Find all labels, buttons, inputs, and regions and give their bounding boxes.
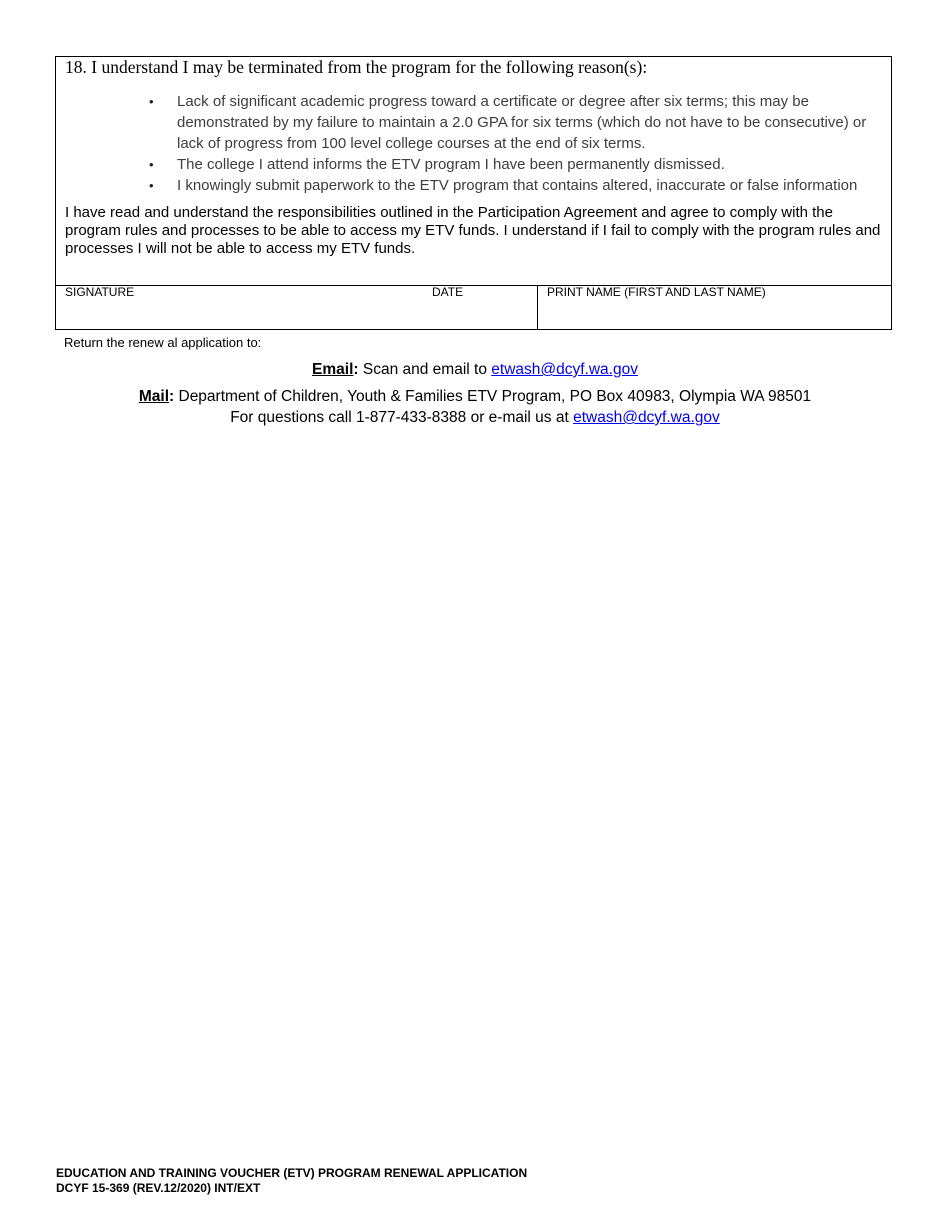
reason-item-false-information bbox=[56, 175, 891, 196]
email-text: Scan and email to bbox=[358, 361, 492, 378]
signature-row bbox=[56, 285, 891, 330]
mail-lead: Mail bbox=[138, 388, 170, 405]
termination-agreement-box bbox=[55, 56, 892, 330]
date-field[interactable] bbox=[432, 286, 532, 330]
email-lead: Email bbox=[312, 361, 354, 378]
print-name-field[interactable] bbox=[537, 286, 891, 330]
bullet-icon: • bbox=[149, 157, 154, 172]
questions-text: For questions call 1-877-433-8388 or e-mail us at bbox=[230, 409, 574, 426]
email-instructions bbox=[0, 360, 950, 380]
date-label: DATE bbox=[432, 285, 464, 299]
questions-contact bbox=[0, 408, 950, 428]
questions-email-link[interactable]: etwash@dcyf.wa.gov bbox=[573, 409, 720, 426]
signature-label: SIGNATURE bbox=[65, 285, 135, 299]
item-18-heading: 18. I understand I may be terminated from the program for the following reason(s): bbox=[65, 57, 648, 77]
return-instructions: Return the renew al application to: bbox=[64, 335, 262, 350]
form-title: EDUCATION AND TRAINING VOUCHER (ETV) PROGRAM RENEWAL APPLICATION bbox=[56, 1166, 528, 1180]
termination-reasons-list bbox=[56, 91, 891, 196]
reason-text: The college I attend informs the ETV program I have been permanently dismissed. bbox=[177, 156, 725, 173]
signature-field[interactable] bbox=[65, 286, 425, 330]
mail-address-text: Department of Children, Youth & Families ETV Program, PO Box 40983, Olympia WA 98501 bbox=[174, 388, 812, 405]
reason-item-academic-progress bbox=[56, 91, 891, 154]
mail-lead-colon: : bbox=[169, 388, 175, 405]
email-lead-colon: : bbox=[353, 361, 359, 378]
email-link[interactable]: etwash@dcyf.wa.gov bbox=[491, 361, 638, 378]
form-number: DCYF 15-369 (REV.12/2020) INT/EXT bbox=[56, 1181, 261, 1195]
mail-instructions bbox=[0, 387, 950, 407]
bullet-icon: • bbox=[149, 178, 154, 193]
reason-item-dismissed bbox=[56, 154, 891, 175]
reason-text: I knowingly submit paperwork to the ETV program that contains altered, inaccurate or false information bbox=[177, 177, 858, 194]
bullet-icon: • bbox=[149, 94, 154, 109]
form-footer bbox=[56, 1166, 527, 1196]
agreement-statement: I have read and understand the responsibilities outlined in the Participation Agreement and agree to comply with the program rules and processes to be able to access my ETV funds. I understand if I fail to comply with the program rules and processes I will not be able to access my ETV funds. bbox=[65, 204, 881, 257]
reason-text: Lack of significant academic progress toward a certificate or degree after six terms; this may be demonstrated by my failure to maintain a 2.0 GPA for six terms (which do not have to be consecutive) or lack of progress from 100 level college courses at the end of six terms. bbox=[177, 93, 867, 152]
print-name-label: PRINT NAME (FIRST AND LAST NAME) bbox=[547, 285, 766, 299]
